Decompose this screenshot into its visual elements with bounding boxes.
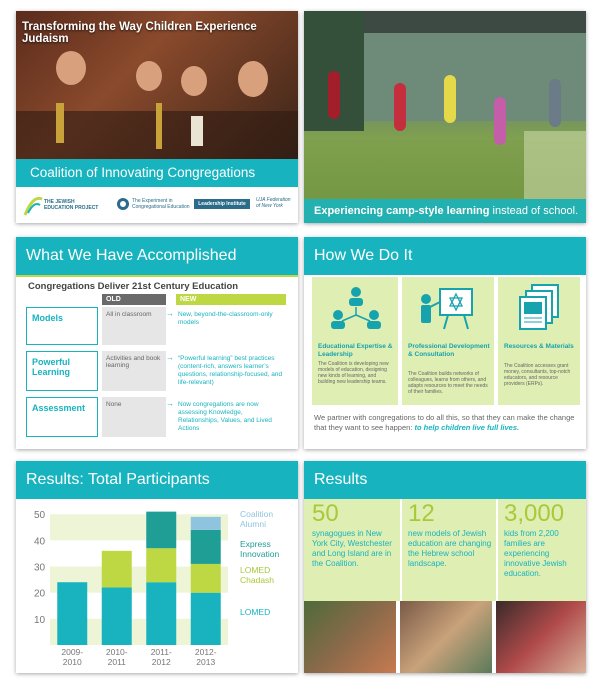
card-text: The Coalition builds networks of colleagues, learns from others, and adapts resources to meet the needs of their families. xyxy=(408,371,488,395)
arrow-icon: → xyxy=(166,399,174,408)
bar-express-innovation xyxy=(146,512,176,549)
experiment-logo-icon xyxy=(116,197,130,211)
slide-camp-photo xyxy=(304,11,586,223)
slide-header: What We Have Accomplished xyxy=(16,237,298,275)
x-tick-label: 2012 xyxy=(151,657,171,667)
slide-results xyxy=(304,461,586,673)
bar-express-innovation xyxy=(191,530,221,564)
old-cell-assessment: None xyxy=(102,397,166,437)
slide-title: Transforming the Way Children Experience Judaism xyxy=(22,21,257,45)
stat-value: 50 xyxy=(312,500,339,527)
slide-header: Results xyxy=(304,461,586,499)
new-cell-models: New, beyond-the-classroom-only models xyxy=(178,311,273,326)
row-label-assessment: Assessment xyxy=(26,397,98,437)
slide-how-we-do-it xyxy=(304,237,586,449)
partner-text: We partner with congregations to do all this, so that they can make the change that they want to see happen: xyxy=(314,413,575,432)
bar-lomed-chadash xyxy=(102,551,132,588)
legend-lomed-chadash: LOMED Chadash xyxy=(240,565,275,585)
x-tick-label: 2011- xyxy=(150,647,172,657)
slide-header: Results: Total Participants xyxy=(16,461,298,499)
row-label-powerful-learning: Powerful Learning xyxy=(26,351,98,391)
arrow-icon: → xyxy=(166,353,174,362)
presenter-star-icon xyxy=(418,285,476,333)
x-tick-label: 2011 xyxy=(107,657,126,667)
arrow-icon: → xyxy=(166,309,174,318)
y-tick-label: 50 xyxy=(34,510,46,522)
legend-lomed: LOMED xyxy=(240,607,271,617)
card-title: Resources & Materials xyxy=(504,343,574,350)
bar-lomed xyxy=(191,593,221,645)
bar-lomed-chadash xyxy=(191,564,221,593)
logo-strip xyxy=(16,187,298,223)
y-tick-label: 30 xyxy=(34,562,46,574)
x-tick-label: 2010- xyxy=(105,647,128,657)
y-tick-label: 10 xyxy=(34,614,46,626)
legend-coalition-alumni: Coalition Alumni xyxy=(240,509,274,529)
logo-text-experiment: The Experiment in Congregational Education xyxy=(132,198,190,210)
group-photo-3 xyxy=(496,601,586,673)
row-label-models: Models xyxy=(26,307,98,345)
slide-coalition-cover xyxy=(16,11,298,223)
stat-text: synagogues in New York City, Westchester and Long Island are in the Coalition. xyxy=(312,529,392,568)
bar-lomed xyxy=(146,582,176,645)
card-resources xyxy=(498,277,580,405)
camp-photo xyxy=(304,11,586,223)
stat-models xyxy=(408,501,492,599)
network-people-icon xyxy=(330,285,382,333)
y-tick-label: 40 xyxy=(34,536,46,548)
card-title: Professional Development & Consultation xyxy=(408,343,490,358)
bar-lomed xyxy=(102,587,132,645)
x-tick-label: 2009- xyxy=(61,647,84,657)
coalition-band: Coalition of Innovating Congregations xyxy=(16,159,298,187)
group-photo-2 xyxy=(400,601,492,673)
logo-text-leadership: Leadership Institute xyxy=(194,199,250,209)
card-text: The Coalition is developing new models of education, designing new kinds of learning, and building new leadership teams. xyxy=(318,361,389,385)
col-new: NEW xyxy=(176,294,286,305)
legend-express-innovation: Express Innovation xyxy=(240,539,280,559)
accomplished-subtitle: Congregations Deliver 21st Century Education xyxy=(28,281,239,292)
stat-kids xyxy=(504,501,584,599)
caption-bold: Experiencing camp-style learning xyxy=(314,205,490,217)
x-tick-label: 2012- xyxy=(194,647,217,657)
stat-text: kids from 2,200 families are experiencing innovative Jewish education. xyxy=(504,529,567,578)
x-tick-label: 2010 xyxy=(62,657,82,667)
group-photo-1 xyxy=(304,601,396,673)
bar-lomed xyxy=(57,582,87,645)
logo-text-jep: THE JEWISH EDUCATION PROJECT xyxy=(44,199,99,211)
stat-value: 12 xyxy=(408,500,435,527)
old-cell-powerful-learning: Activities and book learning xyxy=(102,351,166,391)
slide-accomplished xyxy=(16,237,298,449)
stat-synagogues xyxy=(312,501,396,599)
old-cell-models: All in classroom xyxy=(102,307,166,345)
card-professional-development xyxy=(402,277,494,405)
card-title: Educational Expertise & Leadership xyxy=(318,343,393,358)
card-expertise xyxy=(312,277,398,405)
card-text: The Coalition accesses grant money, consultants, top-notch educators, and resource providers (ERPs). xyxy=(504,363,571,387)
slide-header: How We Do It xyxy=(304,237,586,275)
new-cell-assessment: Now congregations are now assessing Knowledge, Relationships, Values, and Lived Actions xyxy=(178,401,272,432)
new-cell-powerful-learning: “Powerful learning” best practices (content-rich, answers learner’s questions, relationship-focused, and life-relevant) xyxy=(178,355,283,386)
stat-text: new models of Jewish education are changing the Hebrew school landscape. xyxy=(408,529,492,568)
logo-text-uja: UJA Federation of New York xyxy=(256,197,291,209)
y-tick-label: 20 xyxy=(34,588,46,600)
stat-value: 3,000 xyxy=(504,500,565,527)
partner-emphasis: to help children live full lives. xyxy=(414,423,520,432)
slide-total-participants xyxy=(16,461,298,673)
caption-rest: instead of school. xyxy=(489,205,579,217)
partner-statement xyxy=(314,413,576,433)
bar-lomed-chadash xyxy=(146,548,176,582)
jewish-education-project-logo xyxy=(22,193,44,217)
bar-coalition-alumni xyxy=(191,517,221,530)
col-old: OLD xyxy=(102,294,166,305)
x-tick-label: 2013 xyxy=(196,657,216,667)
documents-stack-icon xyxy=(518,283,562,333)
camp-caption xyxy=(304,199,586,223)
